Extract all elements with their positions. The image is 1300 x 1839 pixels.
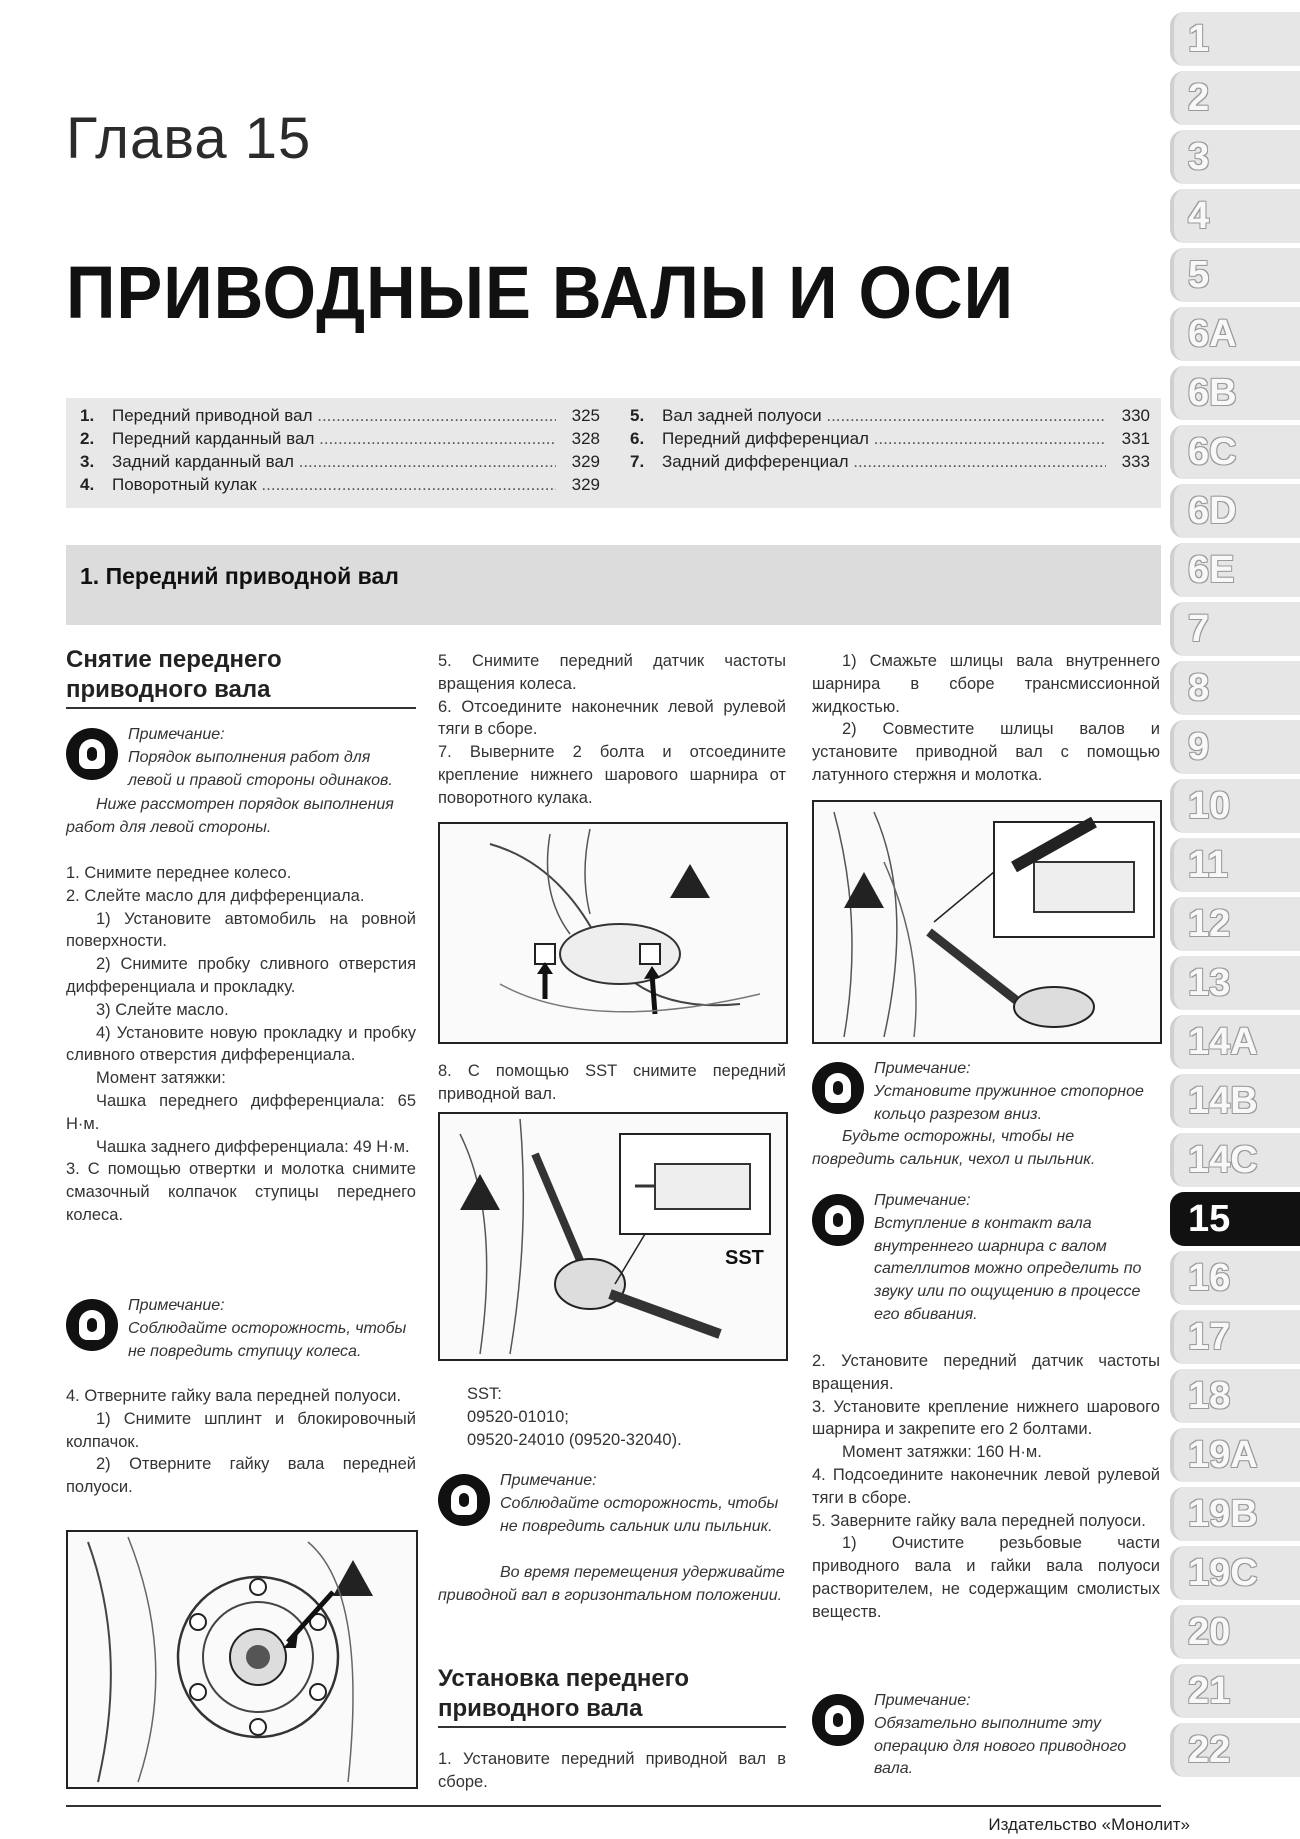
note-text: Соблюдайте осторожность, чтобы не повредить сальник или пыльник. — [500, 1494, 779, 1535]
note-text: Ниже рассмотрен порядок выполнения работ для левой стороны. — [66, 796, 394, 836]
substep: 2) Совместите шлицы валов и установите приводной вал с помощью латунного стержня и молотка. — [812, 720, 1160, 784]
chapter-tab-20[interactable]: 20 — [1170, 1605, 1300, 1659]
lightbulb-icon — [812, 1694, 864, 1746]
toc-num: 7. — [630, 452, 645, 471]
chapter-tab-14a[interactable]: 14A — [1170, 1015, 1300, 1069]
chapter-tab-21[interactable]: 21 — [1170, 1664, 1300, 1718]
chapter-tab-6c[interactable]: 6C — [1170, 425, 1300, 479]
chapter-tab-7[interactable]: 7 — [1170, 602, 1300, 656]
hub-illustration — [68, 1532, 416, 1787]
chapter-tab-16[interactable]: 16 — [1170, 1251, 1300, 1305]
removal-steps-3 — [438, 650, 786, 810]
substep: 1) Установите автомобиль на ровной поверхности. — [66, 909, 416, 951]
note-title: Примечание: — [874, 1692, 971, 1709]
note-text: Во время перемещения удерживайте приводной вал в горизонтальном положении. — [438, 1564, 785, 1604]
sst-label: SST — [725, 1247, 764, 1269]
chapter-tab-6d[interactable]: 6D — [1170, 484, 1300, 538]
toc-label: Задний карданный вал ..... — [112, 452, 556, 472]
step: 2. Слейте масло для дифференциала. — [66, 886, 365, 905]
note-box — [66, 1295, 416, 1365]
toc-entry[interactable] — [80, 452, 600, 472]
substep: 2) Снимите пробку сливного отверстия дифференциала и прокладку. — [66, 955, 416, 996]
toc-entry[interactable] — [80, 429, 600, 449]
step: 5. Снимите передний датчик частоты вращения колеса. — [438, 652, 786, 693]
installation-figure — [812, 800, 1162, 1044]
substep: 2) Отверните гайку вала передней полуоси. — [66, 1455, 416, 1497]
toc-label: Вал задней полуоси ..... — [662, 406, 1106, 426]
sst-code: 09520-24010 (09520-32040). — [467, 1430, 682, 1449]
lightbulb-icon — [66, 728, 118, 780]
substep: 3) Слейте масло. — [96, 1000, 229, 1019]
toc-entry[interactable] — [80, 475, 600, 495]
torque-value: Момент затяжки: 160 Н·м. — [842, 1443, 1042, 1462]
step: 7. Выверните 2 болта и отсоедините крепление нижнего шарового шарнира от поворотного кулака. — [438, 743, 786, 807]
toc-label: Передний дифференциал ..... — [662, 429, 1106, 449]
section-title: 1. Передний приводной вал — [80, 563, 399, 589]
toc-label: Задний дифференциал ..... — [662, 452, 1106, 472]
step: 4. Подсоедините наконечник левой рулевой тяги в сборе. — [812, 1465, 1160, 1507]
torque-label: Момент затяжки: — [96, 1069, 226, 1088]
chapter-tab-17[interactable]: 17 — [1170, 1310, 1300, 1364]
publisher-footer: Издательство «Монолит» — [988, 1815, 1190, 1834]
toc-num: 5. — [630, 406, 645, 425]
chapter-tab-13[interactable]: 13 — [1170, 956, 1300, 1010]
note-title: Примечание: — [874, 1060, 971, 1077]
sst-codes — [467, 1383, 787, 1451]
chapter-tab-18[interactable]: 18 — [1170, 1369, 1300, 1423]
toc-page: 329 — [571, 475, 600, 494]
lightbulb-icon — [438, 1474, 490, 1526]
toc-num: 4. — [80, 475, 95, 494]
toc-page: 330 — [1121, 406, 1150, 425]
chapter-tab-19a[interactable]: 19A — [1170, 1428, 1300, 1482]
chapter-tab-8[interactable]: 8 — [1170, 661, 1300, 715]
step: 3. С помощью отвертки и молотка снимите смазочный колпачок ступицы переднего колеса. — [66, 1160, 416, 1224]
sst-code: 09520-01010; — [467, 1407, 569, 1426]
note-title: Примечание: — [874, 1192, 971, 1209]
step: 5. Заверните гайку вала передней полуоси. — [812, 1511, 1146, 1530]
note-text: Установите пружинное стопорное кольцо разрезом вниз. — [874, 1082, 1144, 1123]
substep: 1) Снимите шплинт и блокировочный колпачок. — [66, 1409, 416, 1451]
footer-rule — [66, 1805, 1161, 1807]
chapter-tab-14b[interactable]: 14B — [1170, 1074, 1300, 1128]
note-text: Будьте осторожны, чтобы не повредить сальник, чехол и пыльник. — [812, 1128, 1096, 1168]
step: 6. Отсоедините наконечник левой рулевой тяги в сборе. — [438, 697, 786, 739]
section-bar — [66, 545, 1161, 625]
note-text: Соблюдайте осторожность, чтобы не повредить ступицу колеса. — [128, 1319, 407, 1360]
torque-value: Чашка заднего дифференциала: 49 Н·м. — [96, 1137, 410, 1156]
toc-num: 2. — [80, 429, 95, 448]
toc-num: 3. — [80, 452, 95, 471]
install-heading: Установка переднего приводного вала — [438, 1664, 786, 1728]
table-of-contents — [66, 398, 1161, 508]
hub-nut-figure — [66, 1530, 418, 1789]
substep: 4) Установите новую прокладку и пробку сливного отверстия дифференциала. — [66, 1023, 416, 1065]
install-steps-2 — [812, 1350, 1160, 1624]
step: 3. Установите крепление нижнего шарового шарнира и закрепите его 2 болтами. — [812, 1397, 1160, 1439]
removal-steps — [66, 862, 416, 1227]
toc-entry[interactable] — [80, 406, 600, 426]
chapter-tab-9[interactable]: 9 — [1170, 720, 1300, 774]
chapter-tab-6b[interactable]: 6B — [1170, 366, 1300, 420]
chapter-tab-5[interactable]: 5 — [1170, 248, 1300, 302]
sst-figure — [438, 1112, 788, 1361]
note-text: Порядок выполнения работ для левой и правой стороны одинаков. — [128, 748, 393, 789]
toc-label: Поворотный кулак ..... — [112, 475, 556, 495]
ball-joint-illustration — [440, 824, 786, 1042]
sst-illustration — [440, 1114, 786, 1359]
chapter-title: ПРИВОДНЫЕ ВАЛЫ И ОСИ — [66, 251, 1015, 334]
lightbulb-icon — [812, 1062, 864, 1114]
chapter-tab-15[interactable]: 15 — [1170, 1192, 1300, 1246]
removal-steps-2 — [66, 1385, 416, 1499]
step: 8. С помощью SST снимите передний приводной вал. — [438, 1062, 786, 1103]
sst-step — [438, 1060, 786, 1106]
sst-title: SST: — [467, 1385, 502, 1403]
note-box — [66, 724, 416, 834]
removal-heading: Снятие переднего приводного вала — [66, 645, 416, 709]
step: 1. Снимите переднее колесо. — [66, 864, 292, 882]
toc-entry[interactable] — [630, 452, 1150, 472]
note-title: Примечание: — [500, 1472, 597, 1489]
step: 2. Установите передний датчик частоты вращения. — [812, 1352, 1160, 1393]
chapter-tab-22[interactable]: 22 — [1170, 1723, 1300, 1777]
toc-label: Передний карданный вал ..... — [112, 429, 556, 449]
chapter-tab-6e[interactable]: 6E — [1170, 543, 1300, 597]
toc-entry[interactable] — [630, 406, 1150, 426]
step: 1. Установите передний приводной вал в сборе. — [438, 1750, 786, 1791]
ball-joint-figure — [438, 822, 788, 1044]
note-title: Примечание: — [128, 1297, 225, 1314]
note-text: Вступление в контакт вала внутреннего шарнира с валом сателлитов можно определить по звуку или по ощущению в процессе его вбивания. — [874, 1214, 1142, 1323]
chapter-tab-11[interactable]: 11 — [1170, 838, 1300, 892]
note-box — [812, 1058, 1160, 1168]
chapter-tab-14c[interactable]: 14C — [1170, 1133, 1300, 1187]
step: 4. Отверните гайку вала передней полуоси. — [66, 1387, 402, 1405]
installation-illustration — [814, 802, 1160, 1042]
toc-page: 325 — [571, 406, 600, 425]
chapter-tab-12[interactable]: 12 — [1170, 897, 1300, 951]
install-substeps — [812, 650, 1160, 787]
lightbulb-icon — [66, 1299, 118, 1351]
note-box — [812, 1190, 1160, 1323]
lightbulb-icon — [812, 1194, 864, 1246]
substep: 1) Смажьте шлицы вала внутреннего шарнира в сборе трансмиссионной жидкостью. — [812, 652, 1160, 716]
chapter-tab-19c[interactable]: 19C — [1170, 1546, 1300, 1600]
toc-page: 333 — [1121, 452, 1150, 471]
note-box — [438, 1470, 786, 1630]
note-box — [812, 1690, 1160, 1780]
install-steps — [438, 1748, 786, 1794]
chapter-tab-19b[interactable]: 19B — [1170, 1487, 1300, 1541]
chapter-tab-4[interactable]: 4 — [1170, 189, 1300, 243]
toc-label: Передний приводной вал ..... — [112, 406, 556, 426]
chapter-label: Глава 15 — [66, 106, 312, 171]
toc-entry[interactable] — [630, 429, 1150, 449]
chapter-tab-6a[interactable]: 6A — [1170, 307, 1300, 361]
note-text: Обязательно выполните эту операцию для нового приводного вала. — [874, 1714, 1127, 1778]
chapter-tab-1[interactable]: 1 — [1170, 12, 1300, 66]
toc-page: 331 — [1121, 429, 1150, 448]
toc-num: 6. — [630, 429, 645, 448]
chapter-tab-10[interactable]: 10 — [1170, 779, 1300, 833]
substep: 1) Очистите резьбовые части приводного вала и гайки вала полуоси растворителем, не содержащим смолистых веществ. — [812, 1534, 1160, 1621]
toc-num: 1. — [80, 406, 95, 425]
note-title: Примечание: — [128, 726, 225, 743]
toc-page: 328 — [571, 429, 600, 448]
toc-page: 329 — [571, 452, 600, 471]
chapter-tab-2[interactable]: 2 — [1170, 71, 1300, 125]
torque-value: Чашка переднего дифференциала: 65 Н·м. — [66, 1091, 416, 1133]
chapter-tab-3[interactable]: 3 — [1170, 130, 1300, 184]
